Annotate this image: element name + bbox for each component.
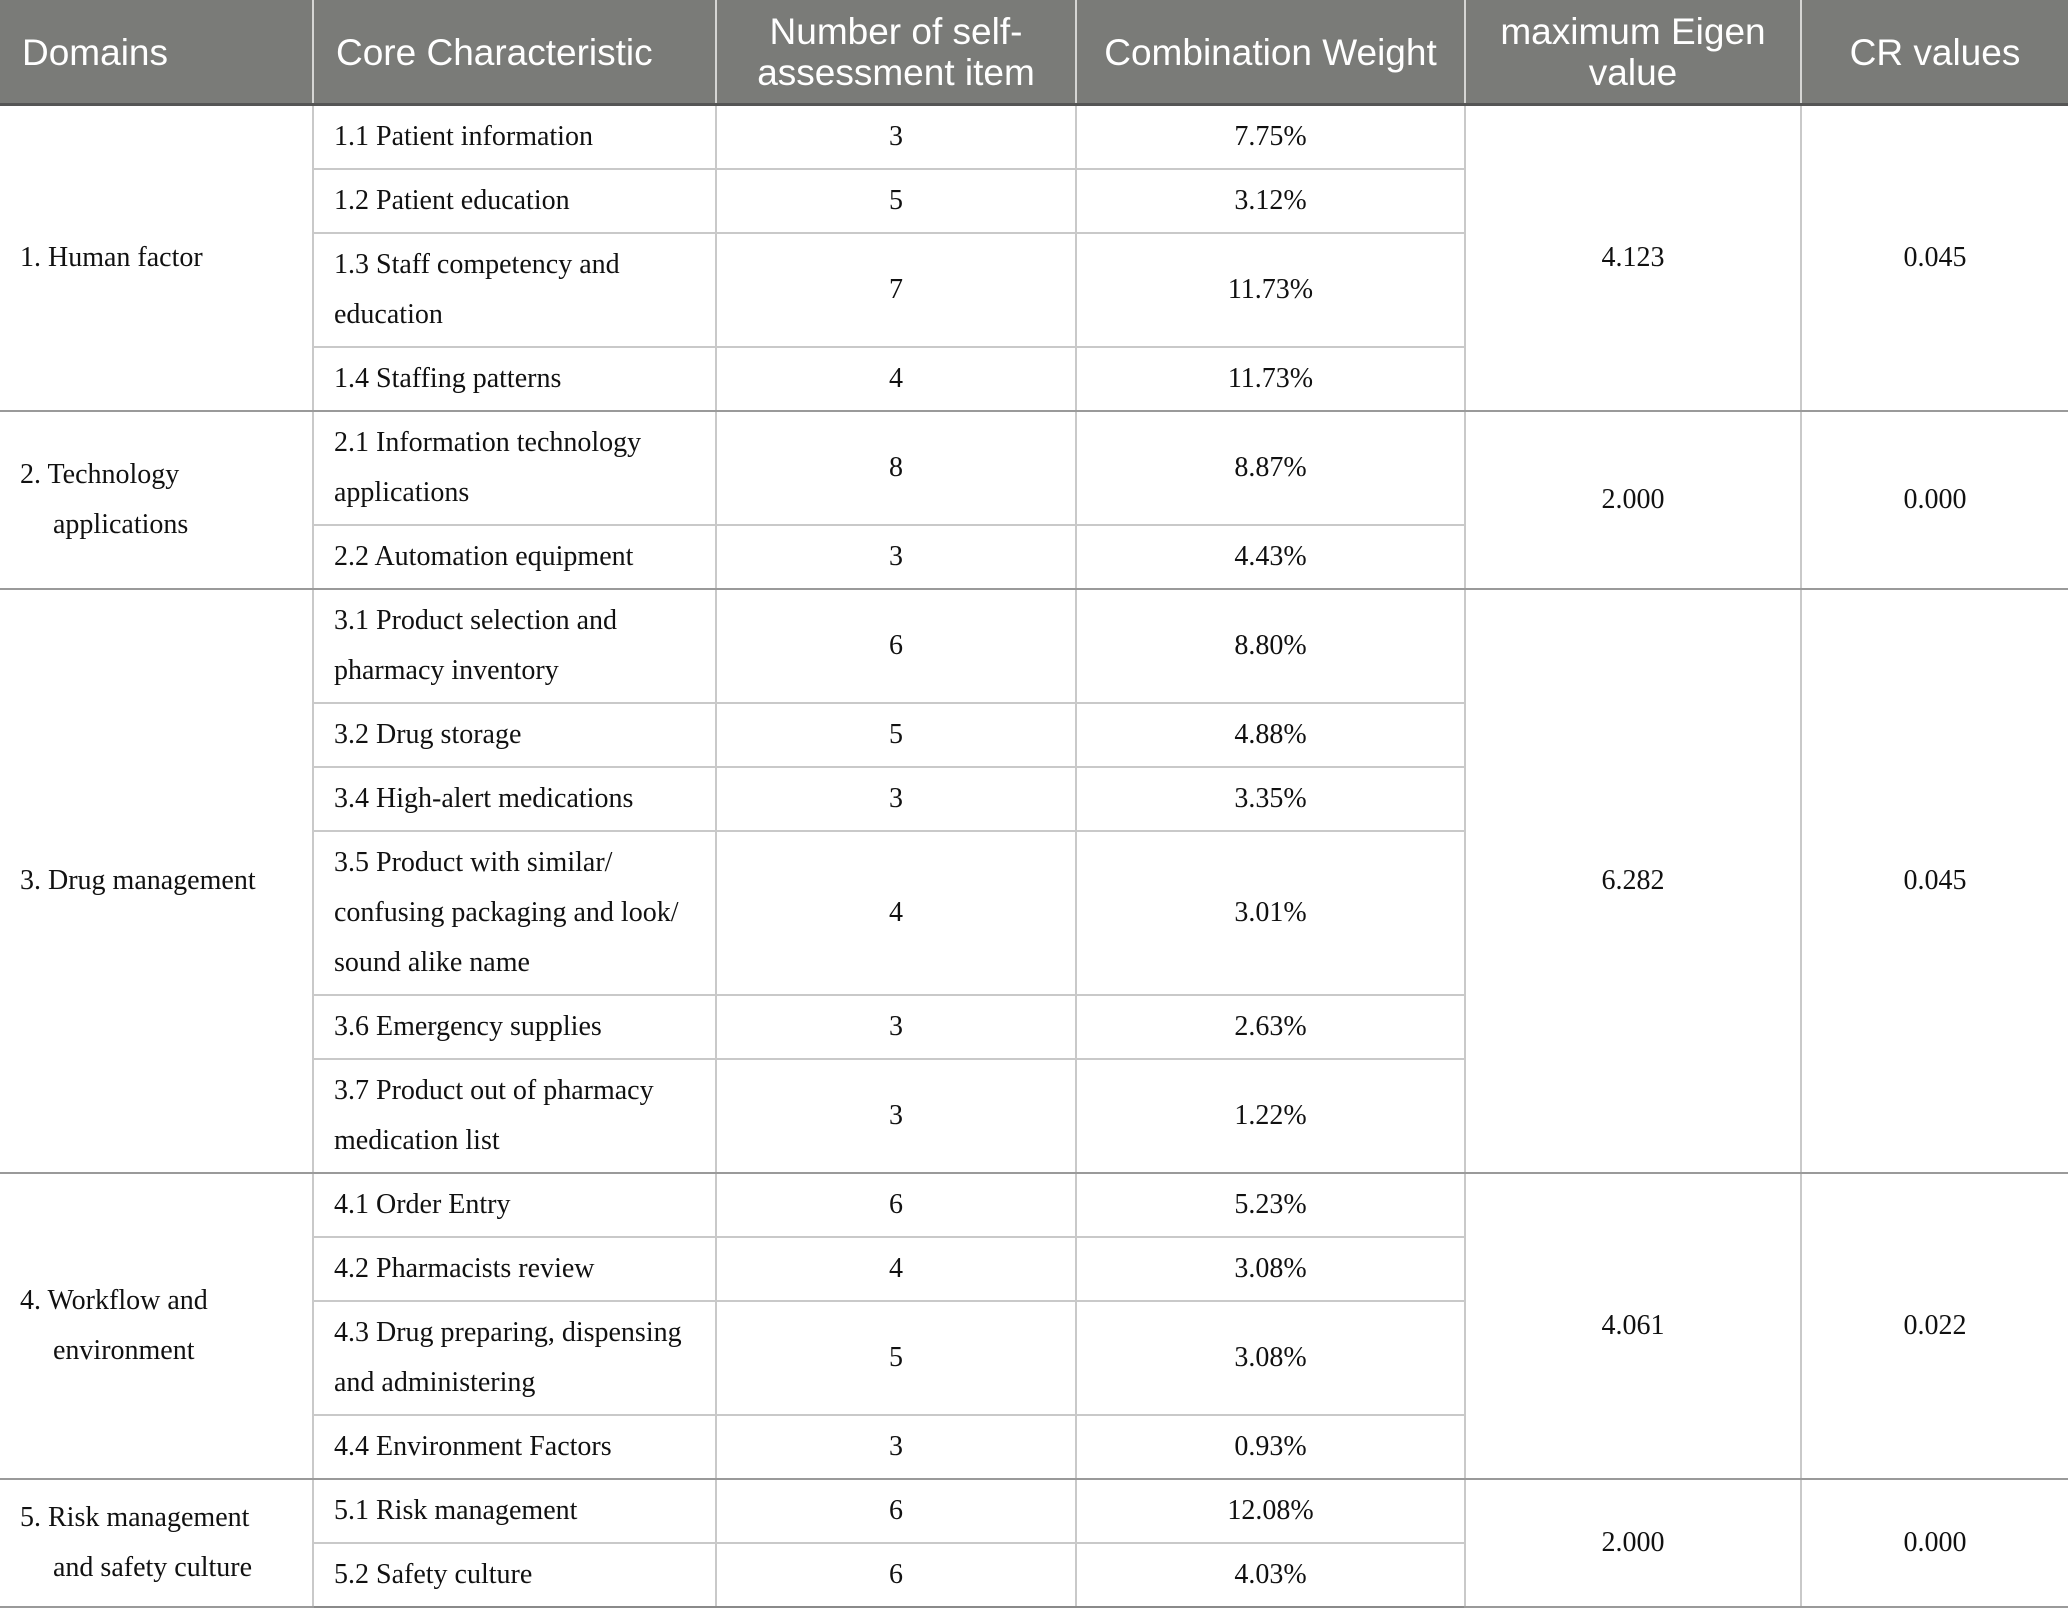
item-count-cell: 3 bbox=[716, 525, 1076, 589]
item-count-cell: 5 bbox=[716, 1301, 1076, 1415]
core-characteristic-cell: 1.1 Patient information bbox=[313, 104, 716, 169]
combination-weight-cell: 7.75% bbox=[1076, 104, 1465, 169]
core-characteristic-cell: 3.6 Emergency supplies bbox=[313, 995, 716, 1059]
combination-weight-cell: 4.88% bbox=[1076, 703, 1465, 767]
item-count-cell: 5 bbox=[716, 169, 1076, 233]
item-count-cell: 6 bbox=[716, 589, 1076, 703]
item-count-cell: 3 bbox=[716, 1415, 1076, 1479]
cr-value-cell: 0.000 bbox=[1801, 1479, 2068, 1607]
combination-weight-cell: 2.63% bbox=[1076, 995, 1465, 1059]
item-count-cell: 3 bbox=[716, 767, 1076, 831]
combination-weight-cell: 11.73% bbox=[1076, 347, 1465, 411]
header-row bbox=[0, 0, 2068, 104]
domain-label: 2. Technology bbox=[20, 458, 180, 490]
domain-label: 1. Human factor bbox=[20, 241, 203, 273]
combination-weight-cell: 3.35% bbox=[1076, 767, 1465, 831]
domain-cell bbox=[0, 411, 313, 589]
table-body bbox=[0, 104, 2068, 1607]
core-characteristic-cell: 2.1 Information technology applications bbox=[313, 411, 716, 525]
combination-weight-cell: 0.93% bbox=[1076, 1415, 1465, 1479]
core-characteristic-cell: 5.1 Risk management bbox=[313, 1479, 716, 1543]
core-characteristic-cell: 3.4 High-alert medications bbox=[313, 767, 716, 831]
cr-value-cell: 0.045 bbox=[1801, 589, 2068, 1173]
domain-label-continued: applications bbox=[53, 508, 189, 540]
combination-weight-cell: 4.43% bbox=[1076, 525, 1465, 589]
combination-weight-cell: 12.08% bbox=[1076, 1479, 1465, 1543]
table-row bbox=[0, 411, 2068, 525]
table-row bbox=[0, 1479, 2068, 1543]
core-characteristic-cell: 5.2 Safety culture bbox=[313, 1543, 716, 1607]
combination-weight-cell: 3.12% bbox=[1076, 169, 1465, 233]
item-count-cell: 6 bbox=[716, 1479, 1076, 1543]
combination-weight-cell: 8.87% bbox=[1076, 411, 1465, 525]
cr-value-cell: 0.022 bbox=[1801, 1173, 2068, 1479]
header-domains: Domains bbox=[0, 0, 313, 104]
domain-cell bbox=[0, 1173, 313, 1479]
item-count-cell: 7 bbox=[716, 233, 1076, 347]
item-count-cell: 4 bbox=[716, 831, 1076, 995]
domain-label: 4. Workflow and bbox=[20, 1284, 208, 1316]
item-count-cell: 3 bbox=[716, 1059, 1076, 1173]
core-characteristic-cell: 3.2 Drug storage bbox=[313, 703, 716, 767]
domain-cell bbox=[0, 104, 313, 411]
item-count-cell: 4 bbox=[716, 347, 1076, 411]
cr-value-cell: 0.045 bbox=[1801, 104, 2068, 411]
core-characteristic-cell: 2.2 Automation equipment bbox=[313, 525, 716, 589]
core-characteristic-cell: 1.4 Staffing patterns bbox=[313, 347, 716, 411]
table-row bbox=[0, 104, 2068, 169]
domain-label-continued: environment bbox=[53, 1334, 195, 1366]
domain-label: 3. Drug management bbox=[20, 864, 256, 896]
domain-cell bbox=[0, 1479, 313, 1607]
core-characteristic-cell: 4.2 Pharmacists review bbox=[313, 1237, 716, 1301]
combination-weight-cell: 1.22% bbox=[1076, 1059, 1465, 1173]
domain-cell bbox=[0, 589, 313, 1173]
core-characteristic-cell: 1.2 Patient education bbox=[313, 169, 716, 233]
item-count-cell: 8 bbox=[716, 411, 1076, 525]
combination-weight-cell: 11.73% bbox=[1076, 233, 1465, 347]
core-characteristic-cell: 3.5 Product with similar/ confusing packaging and look/ sound alike name bbox=[313, 831, 716, 995]
combination-weight-cell: 5.23% bbox=[1076, 1173, 1465, 1237]
item-count-cell: 6 bbox=[716, 1173, 1076, 1237]
domain-label: 5. Risk management bbox=[20, 1501, 250, 1533]
header-cr-values: CR values bbox=[1801, 0, 2068, 104]
max-eigen-value-cell: 2.000 bbox=[1465, 411, 1801, 589]
item-count-cell: 4 bbox=[716, 1237, 1076, 1301]
header-number-of-items: Number of self-assessment item bbox=[716, 0, 1076, 104]
core-characteristic-cell: 4.4 Environment Factors bbox=[313, 1415, 716, 1479]
combination-weight-cell: 3.08% bbox=[1076, 1301, 1465, 1415]
header-core-characteristic: Core Characteristic bbox=[313, 0, 716, 104]
domain-label-continued: and safety culture bbox=[53, 1551, 253, 1583]
core-characteristic-cell: 4.3 Drug preparing, dispensing and administering bbox=[313, 1301, 716, 1415]
core-characteristic-cell: 4.1 Order Entry bbox=[313, 1173, 716, 1237]
max-eigen-value-cell: 6.282 bbox=[1465, 589, 1801, 1173]
combination-weight-cell: 3.08% bbox=[1076, 1237, 1465, 1301]
header-max-eigen-value: maximum Eigen value bbox=[1465, 0, 1801, 104]
max-eigen-value-cell: 4.061 bbox=[1465, 1173, 1801, 1479]
item-count-cell: 5 bbox=[716, 703, 1076, 767]
item-count-cell: 6 bbox=[716, 1543, 1076, 1607]
max-eigen-value-cell: 4.123 bbox=[1465, 104, 1801, 411]
max-eigen-value-cell: 2.000 bbox=[1465, 1479, 1801, 1607]
table-header bbox=[0, 0, 2068, 104]
cr-value-cell: 0.000 bbox=[1801, 411, 2068, 589]
core-characteristic-cell: 1.3 Staff competency and education bbox=[313, 233, 716, 347]
combination-weight-cell: 4.03% bbox=[1076, 1543, 1465, 1607]
combination-weight-cell: 8.80% bbox=[1076, 589, 1465, 703]
table-row bbox=[0, 589, 2068, 703]
header-combination-weight: Combination Weight bbox=[1076, 0, 1465, 104]
core-characteristic-cell: 3.7 Product out of pharmacy medication list bbox=[313, 1059, 716, 1173]
item-count-cell: 3 bbox=[716, 104, 1076, 169]
table-row bbox=[0, 1173, 2068, 1237]
combination-weight-cell: 3.01% bbox=[1076, 831, 1465, 995]
core-characteristic-cell: 3.1 Product selection and pharmacy inventory bbox=[313, 589, 716, 703]
item-count-cell: 3 bbox=[716, 995, 1076, 1059]
